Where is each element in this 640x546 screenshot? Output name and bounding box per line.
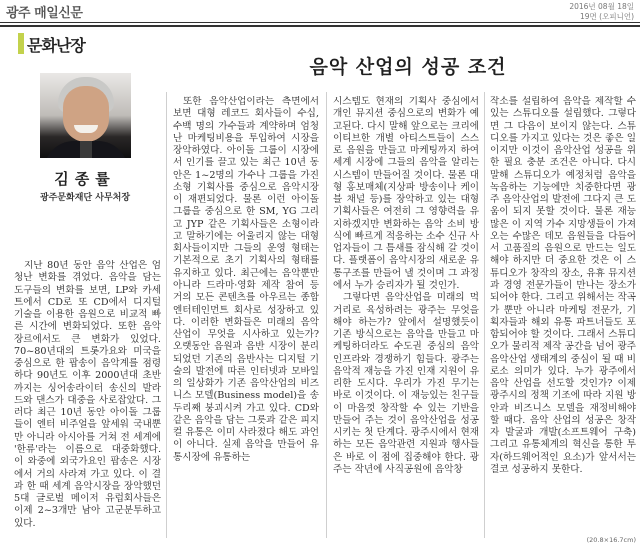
body-paragraph: 시스템도 현재의 기획사 중심에서 개인 뮤지션 중심으로의 변화가 예고된다. 다시 말해 앞으로는 크리에이티브한 개별 아티스트들이 스스로 음원을 만들고 마케팅까지 하여 세계 시장에 그들의 음악을 알리는 시스템이 만들어질 것이다. 물론 대형 홍보매체(지상파 방송이나 케이블 채널 등)를 장악하고 있는 대형 기획사들은 여전히 그 영향력을 유지하겠지만 변화하는 음악 소비 방식에 빠르게 적응하는 소수 신규 사업자들이 그 틈새를 잠식해 갈 것이다. 플랫폼이 음악시장의 새로운 유통구조를 만들어 낼 것이며 그 과정에서 누가 승리자가 될 것인가. xyxy=(333,96,479,291)
author-photo xyxy=(40,73,131,158)
author-organization: 광주문화재단 사무처장 xyxy=(39,193,131,203)
article-column-3 xyxy=(333,96,479,536)
masthead-rule-top xyxy=(0,22,640,23)
author-name: 김종률 xyxy=(54,170,116,188)
article-column-2 xyxy=(173,96,319,536)
column-tag: 문화난장 xyxy=(27,36,85,55)
newspaper-title: 광주 매일신문 xyxy=(6,6,83,21)
body-paragraph: 지난 80년 동안 음악 산업은 엄청난 변화를 겪었다. 음악을 담는 도구들의 변화를 보면, LP와 카세트에서 CD로 또 CD에서 디지털 기술을 이용한 음원으로 비교적 빠른 시간에 변화되었다. 또한 음악 장르에서도 큰 변화가 있었다. 70~80년대의 트롯가요와 미국을 중심으로 한 팝송이 음악계를 점령하다 90년도 이후 2000년대 초반까지는 싱어송라이터 송신의 발라드와 댄스가 대중을 사로잡았다. 그러다 최근 10년 동안 아이돌 그룹들이 엔터 비주얼을 앞세워 국내뿐만 아니라 아시아를 거쳐 전 세계에 '한류'라는 이름으로 대중화했다. 이 와중에 외국가요인 팝송은 시장에서 거의 사라져 가고 있다. 이 결과 한 때 세계 음악시장을 장악했던 5대 글로벌 메이저 유럽회사들은 이제 2~3개만 남아 고군분투하고 있다. xyxy=(14,260,161,529)
column-divider xyxy=(484,92,485,538)
column-divider xyxy=(166,92,167,538)
publication-date: 2016년 08월 18일 xyxy=(569,2,634,11)
body-paragraph: 그렇다면 음악산업을 미래의 먹거리로 육성하려는 광주는 무엇을 해야 하는가? 앞에서 설명했듯이 기존 방식으로는 음악을 만들고 마케팅하더라도 수도권 중심의 음악 인프라와 경쟁하기 힘들다. 광주는 음악적 재능을 가진 인재 지원이 유리한 도시다. 우리가 가진 무기는 바로 이것이다. 이 재능있는 친구들이 마음껏 창작할 수 있는 기반을 만들어 주는 것이 음악산업을 성공시키는 첫 단계다. 광주시에서 현재 하는 모든 음악관련 지원과 행사들은 바로 이 점에 집중해야 한다. 광주는 작년에 사직공원에 음악창 xyxy=(333,292,479,475)
body-paragraph: 또한 음악산업이라는 측면에서 보면 대형 레코드 회사들이 수십, 수백 명의 가수들과 계약하며 엄청난 마케팅비용을 투입하여 시장을 장악하였다. 아이돌 그룹이 시장에서 인기를 끌고 있는 최근 10년 동안은 1~2명의 가수나 그룹을 가진 소형 기획사를 중심으로 음악시장이 재편되었다. 물론 이런 아이돌 그룹을 중심으로 한 SM, YG 그리고 JYP 같은 기획사들은 소형이라고 말하기에는 어울리지 않는 대형 회사들이지만 그들의 운영 형태는 기본적으로 초기 기획사의 형태를 유지하고 있다. 최근에는 음악뿐만 아니라 드라마·영화 제작 참여 등 거의 모든 콘텐츠를 아우르는 종합 엔터테인먼트 회사로 성장하고 있다. 이러한 변화들은 미래의 음악 산업이 무엇을 시사하고 있는가? 오랫동안 음원과 음반 시장이 분리되었던 기존의 음반사는 디지털 기술의 발전에 따른 인터넷과 모바일의 일상화가 기존 음악산업의 비즈니스 모델(Business model)을 송두리째 붕괴시켜 가고 있다. CD와 같은 음악을 담는 그릇과 같은 피지컬 유통은 이미 사라졌다 해도 과언이 아니다. 실제 음악을 만들어 유통시장에 유통하는 xyxy=(173,96,319,463)
column-tag-bar xyxy=(18,33,24,54)
article-column-1 xyxy=(14,260,161,540)
masthead-rule-bottom xyxy=(0,25,640,27)
article-headline: 음악 산업의 성공 조건 xyxy=(309,56,507,78)
clipping-size-note: (20.8×16.7cm) xyxy=(586,536,636,544)
page-section: 19면 (오피니언) xyxy=(579,12,634,21)
masthead xyxy=(0,0,640,22)
body-paragraph: 작소를 설립하여 음악을 제작할 수 있는 스튜디오를 설립했다. 그렇다면 그 다음이 보이지 않는다. 스튜디오를 가지고 있다는 것은 좋은 일이지만 이것이 음악산업 성공을 위한 필요 충분 조건은 아니다. 다시 말해 스튜디오가 예정처럼 음악을 녹음하는 기능에만 치중한다면 광주 음악산업의 발전에 그다지 큰 도움이 되지 못할 것이다. 물론 재능 많은 이 지역 가수 지망생들이 가져오는 수많은 데모 음원들을 다듬어서 고품질의 음원으로 만드는 일도 해야 하지만 더 중요한 것은 이 스튜디오가 창작의 장소, 유휴 뮤지션과 경영 전문가들이 만나는 장소가 되어야 한다. 그리고 위해서는 작곡가 뿐만 아니라 마케팅 전문가, 기획자들과 해외 유통 파트너들도 포함되어야 할 것이다. 그래서 스튜디오가 물리적 제작 공간을 넘어 광주 음악산업 생태계의 중심이 될 때 비로소 의미가 있다. 누가 광주에서 음악 산업을 선도할 것인가? 이제 광주시의 정책 기조에 따라 지원 방안과 비즈니스 모델을 재정비해야 할 때다. 음악 산업의 성공은 창작자 발굴과 개발(소프트웨어 구축) 그리고 유통체계의 혁신을 통한 투자(하드웨어적인 요소)가 앞서서는 결코 성공하지 못한다. xyxy=(490,96,636,475)
article-column-4 xyxy=(490,96,636,536)
column-divider xyxy=(326,92,327,538)
